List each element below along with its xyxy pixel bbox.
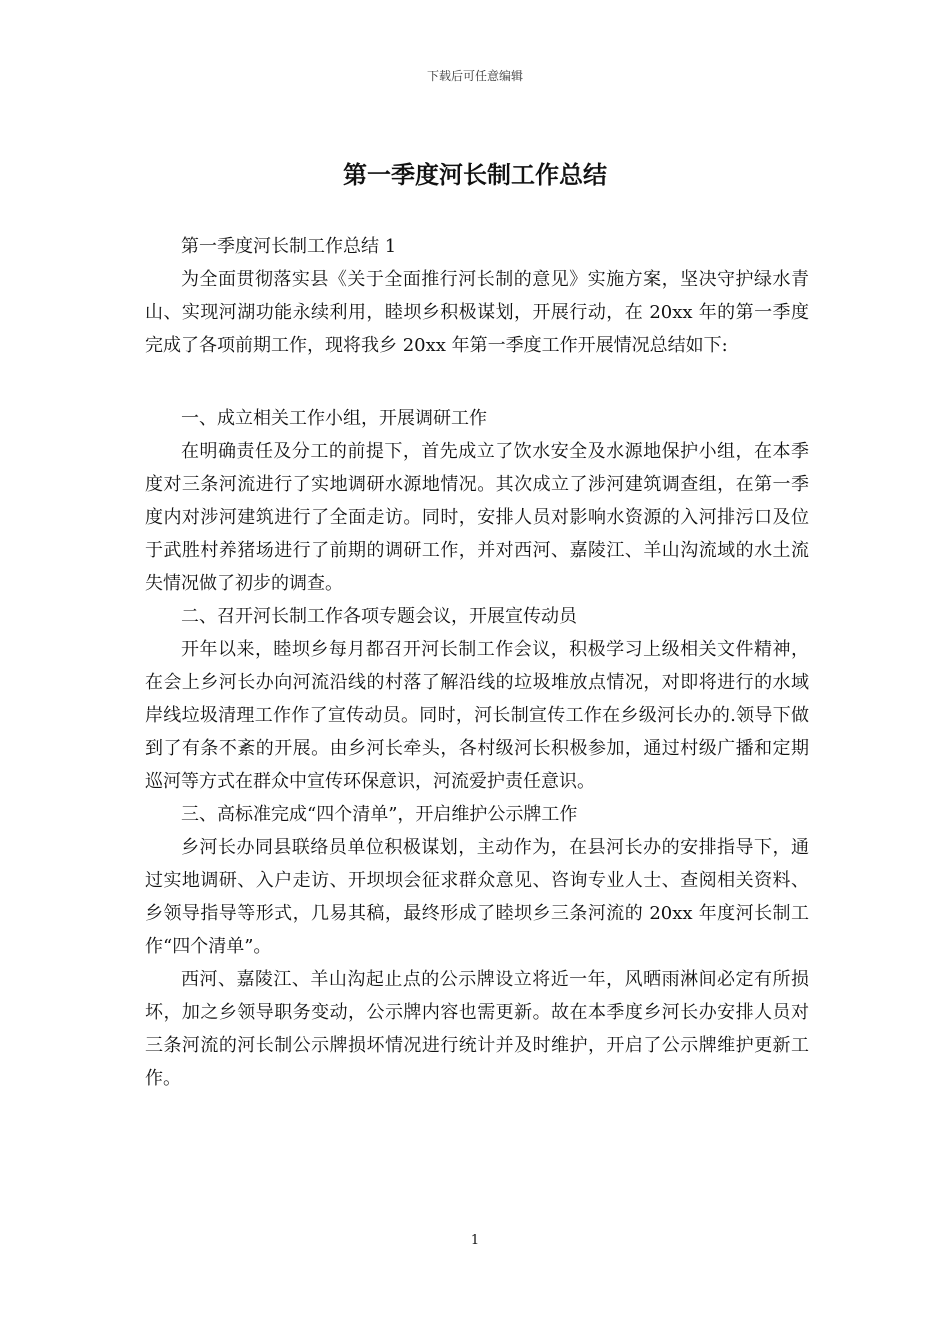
section-1-paragraph: 在明确责任及分工的前提下，首先成立了饮水安全及水源地保护小组，在本季度对三条河流进行了实地调研水源地情况。其次成立了涉河建筑调查组，在第一季度内对涉河建筑进行了全面走访。同时，安排人员对影响水资源的入河排污口及位于武胜村养猪场进行了前期的调研工作，并对西河、嘉陵江、羊山沟流域的水土流失情况做了初步的调查。 <box>145 441 809 594</box>
section-3-paragraph-1: 乡河长办同县联络员单位积极谋划，主动作为，在县河长办的安排指导下，通过实地调研、入户走访、开坝坝会征求群众意见、咨询专业人士、查阅相关资料、乡领导指导等形式，几易其稿，最终形成了睦坝乡三条河流的 20xx 年度河长制工作“四个清单”。 <box>145 837 809 957</box>
section-heading-3: 三、高标准完成“四个清单”，开启维护公示牌工作 <box>181 804 578 825</box>
section-3-paragraph-2: 西河、嘉陵江、羊山沟起止点的公示牌设立将近一年，风晒雨淋间必定有所损坏，加之乡领导职务变动，公示牌内容也需更新。故在本季度乡河长办安排人员对三条河流的河长制公示牌损坏情况进行统计并及时维护，开启了公示牌维护更新工作。 <box>145 969 809 1089</box>
page-number: 1 <box>470 1233 480 1248</box>
header-note: 下载后可任意编辑 <box>426 69 523 83</box>
section-heading-1: 一、成立相关工作小组，开展调研工作 <box>181 408 487 429</box>
section-2-paragraph: 开年以来，睦坝乡每月都召开河长制工作会议，积极学习上级相关文件精神，在会上乡河长办向河流沿线的村落了解沿线的垃圾堆放点情况，对即将进行的水域岸线垃圾清理工作作了宣传动员。同时，河长制宣传工作在乡级河长办的.领导下做到了有条不紊的开展。由乡河长牵头，各村级河长积极参加，通过村级广播和定期巡河等方式在群众中宣传环保意识，河流爱护责任意识。 <box>145 639 809 792</box>
document-title: 第一季度河长制工作总结 <box>343 160 607 189</box>
paragraph-gap <box>145 362 809 402</box>
section-heading-2: 二、召开河长制工作各项专题会议，开展宣传动员 <box>181 606 577 627</box>
intro-paragraph: 为全面贯彻落实县《关于全面推行河长制的意见》实施方案，坚决守护绿水青山、实现河湖功能永续利用，睦坝乡积极谋划，开展行动，在 20xx 年的第一季度完成了各项前期工作，现将我乡 20xx 年第一季度工作开展情况总结如下: <box>145 269 809 356</box>
document-subtitle: 第一季度河长制工作总结 1 <box>181 236 397 257</box>
document-body <box>145 230 809 1095</box>
